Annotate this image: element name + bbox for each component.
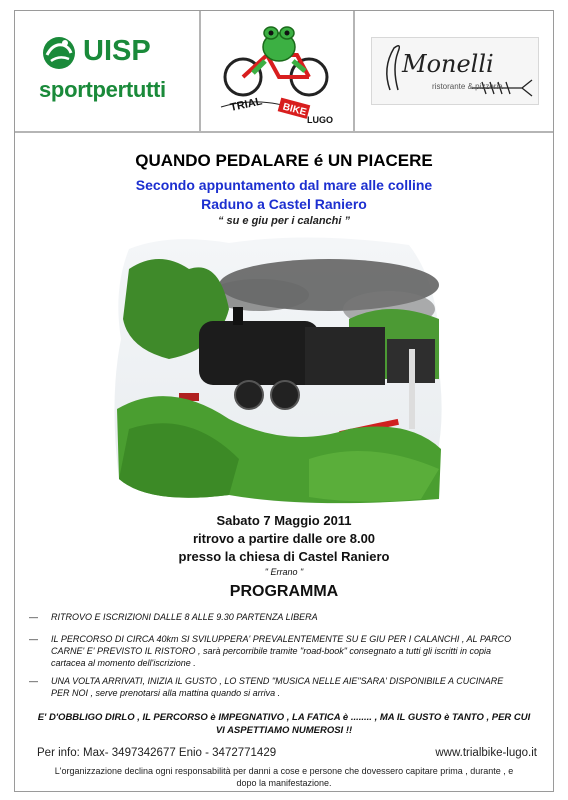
uisp-logo — [39, 33, 166, 102]
bullet-dash-icon: — — [29, 612, 38, 622]
program-item — [29, 633, 521, 669]
bullet-dash-icon: — — [29, 634, 38, 644]
bullet-dash-icon: — — [29, 676, 38, 686]
program-item — [29, 611, 521, 623]
trialbike-logo-cell — [201, 11, 355, 131]
event-subtitle: Secondo appuntamento dal mare alle colline — [135, 177, 433, 193]
trialbike-frog-logo — [201, 11, 355, 131]
disclaimer: L'organizzazione declina ogni responsabilità per danni a cose e persone che dovessero capitare prima , durante , e dopo la manifestazione. — [54, 766, 514, 788]
monelli-logo-cell — [355, 11, 553, 131]
event-area: " Errano " — [264, 567, 304, 577]
monelli-subtitle: ristorante & pizzeria — [432, 82, 503, 91]
flyer-page — [14, 10, 554, 792]
uisp-runner-icon — [39, 33, 79, 73]
contact-info: Per info: Max- 3497342677 Enio - 3472771429 — [37, 747, 277, 759]
svg-text:LUGO: LUGO — [307, 115, 333, 125]
monelli-logo — [371, 37, 539, 105]
program-heading: PROGRAMMA — [229, 583, 339, 600]
program-item-text: RITROVO E ISCRIZIONI DALLE 8 ALLE 9.30 PARTENZA LIBERA — [51, 612, 318, 622]
steam-train-photo — [109, 229, 449, 507]
event-place: presso la chiesa di Castel Raniero — [178, 549, 390, 564]
event-tagline: “ su e giu per i calanchi ” — [217, 215, 351, 227]
program-item-text: IL PERCORSO DI CIRCA 40km SI SVILUPPERA' PREVALENTEMENTE SU E GIU PER I CALANCHI , AL PARCO CARNE' E' PREVISTO IL RISTORO , sarà percorribile tramite "road-book" consegnato a tutti gli iscritti in copia cartacea al momento dell'iscrizione . — [51, 634, 512, 668]
website-link[interactable]: www.trialbike-lugo.it — [435, 747, 537, 759]
event-title: QUANDO PEDALARE é UN PIACERE — [135, 151, 433, 170]
closing-note: E' D'OBBLIGO DIRLO , IL PERCORSO è IMPEGNATIVO , LA FATICA è ........ , MA IL GUSTO è TANTO , PER CUI VI ASPETTIAMO NUMEROSI !! — [37, 712, 531, 736]
event-location-heading: Raduno a Castel Raniero — [201, 196, 367, 212]
uisp-wordmark: UISP — [83, 35, 151, 67]
svg-text:TRIAL: TRIAL — [229, 95, 264, 114]
program-item-text: UNA VOLTA ARRIVATI, INIZIA IL GUSTO , LO STEND "MUSICA NELLE AIE"SARA' DISPONIBILE A CUCINARE PER NOI , serve prenotarsi alla mattina quando si arriva . — [51, 676, 504, 698]
svg-text:BIKE: BIKE — [281, 101, 308, 119]
uisp-logo-cell — [15, 11, 201, 131]
logo-header — [15, 11, 553, 133]
event-meeting-time: ritrovo a partire dalle ore 8.00 — [192, 531, 376, 546]
uisp-tagline: sportpertutti — [39, 77, 166, 102]
program-item — [29, 675, 521, 699]
monelli-wordmark: Monelli — [402, 50, 494, 78]
event-date: Sabato 7 Maggio 2011 — [216, 513, 352, 528]
